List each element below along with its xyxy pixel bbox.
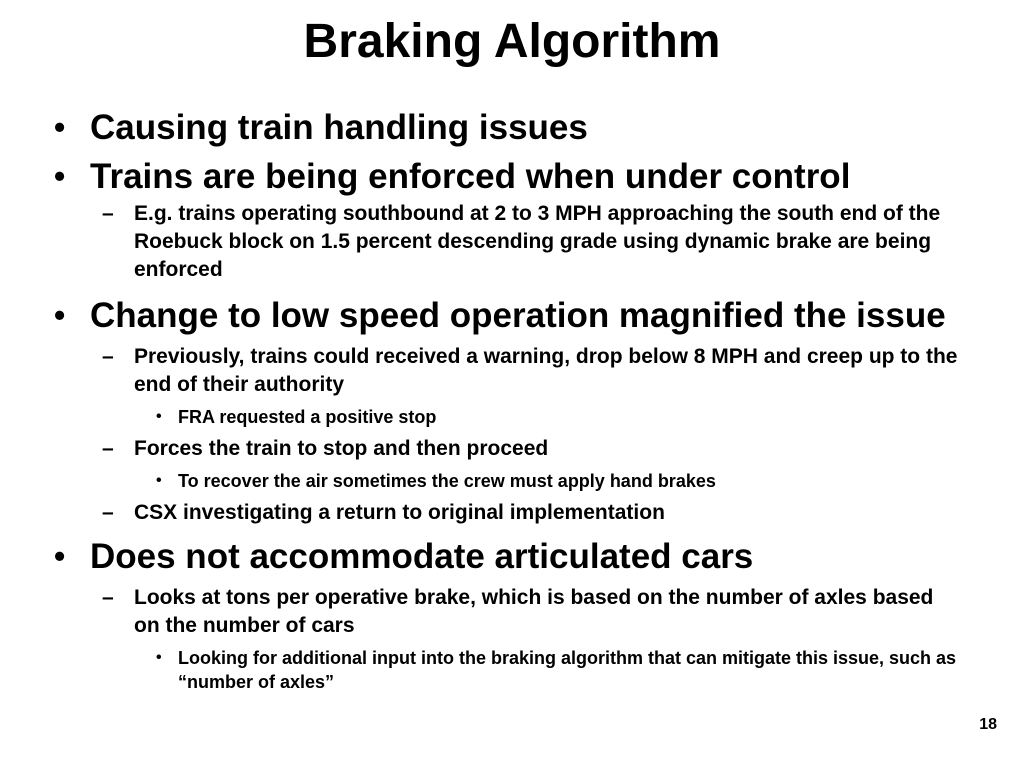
dash-marker: – <box>102 501 114 524</box>
dash-marker: – <box>102 437 114 460</box>
sub-bullet-item <box>102 200 964 284</box>
bullet-item <box>54 535 970 578</box>
bullet-marker: • <box>156 649 162 666</box>
sub-bullet-text: E.g. trains operating southbound at 2 to 3 MPH approaching the south end of the Roebuck block on 1.5 percent descending grade using dynamic brake are being enforced <box>134 202 941 281</box>
bullet-item <box>54 155 970 198</box>
sub-sub-bullet-item <box>156 469 968 493</box>
sub-sub-bullet-text: To recover the air sometimes the crew must apply hand brakes <box>178 471 716 491</box>
slide-title: Braking Algorithm <box>303 15 721 68</box>
bullet-text: Causing train handling issues <box>90 108 588 147</box>
dash-marker: – <box>102 586 114 609</box>
dash-marker: – <box>102 202 114 225</box>
bullet-list <box>0 100 1024 694</box>
bullet-text: Does not accommodate articulated cars <box>90 537 754 576</box>
sub-bullet-text: CSX investigating a return to original implementation <box>134 501 665 524</box>
page-number: 18 <box>979 716 997 733</box>
bullet-marker: • <box>54 297 66 333</box>
bullet-marker: • <box>54 538 66 574</box>
sub-bullet-text: Forces the train to stop and then proceed <box>134 437 549 460</box>
sub-bullet-text: Looks at tons per operative brake, which is based on the number of axles based on the number of cars <box>134 586 934 637</box>
sub-bullet-item <box>102 499 964 527</box>
sub-sub-bullet-text: Looking for additional input into the braking algorithm that can mitigate this issue, such as “number of axles” <box>178 648 957 692</box>
bullet-text: Change to low speed operation magnified the issue <box>90 296 946 335</box>
sub-sub-bullet-text: FRA requested a positive stop <box>178 407 437 427</box>
bullet-marker: • <box>54 158 66 194</box>
bullet-text: Trains are being enforced when under control <box>90 157 851 196</box>
bullet-marker: • <box>156 472 162 489</box>
bullet-marker: • <box>54 109 66 145</box>
bullet-item <box>54 106 970 149</box>
dash-marker: – <box>102 345 114 368</box>
sub-bullet-item <box>102 343 964 399</box>
sub-bullet-item <box>102 584 964 640</box>
bullet-item <box>54 294 970 337</box>
sub-sub-bullet-item <box>156 646 968 694</box>
bullet-marker: • <box>156 408 162 425</box>
sub-sub-bullet-item <box>156 405 968 429</box>
sub-bullet-item <box>102 435 964 463</box>
sub-bullet-text: Previously, trains could received a warning, drop below 8 MPH and creep up to the end of their authority <box>134 345 958 396</box>
